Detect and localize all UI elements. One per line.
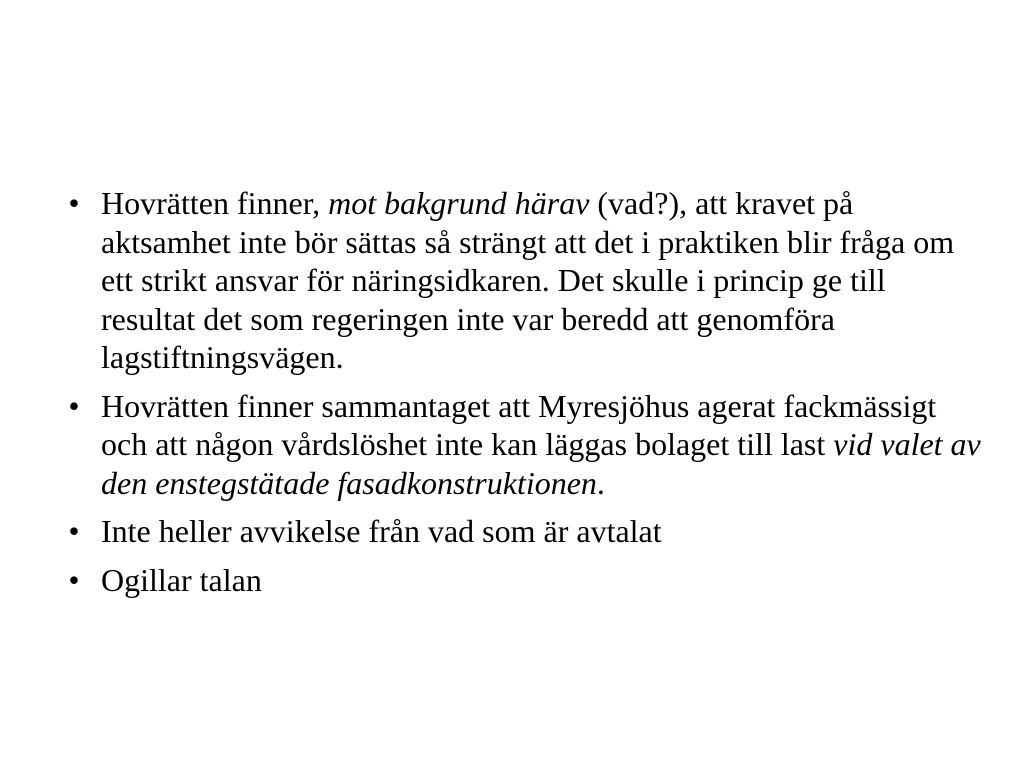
bullet-text-italic-segment: mot bakgrund härav [328,185,590,221]
bullet-text-segment: Hovrätten finner sammantaget att Myresjöhus agerat fackmässigt och att någon vårdslöshet inte kan läggas bolaget till last [101,387,937,462]
bullet-dot: • [68,185,80,221]
bullet-text-segment: (vad?), att kravet på aktsamhet inte bör sättas så strängt att det i praktiken blir fråga om ett strikt ansvar för näringsidkaren. Det skulle i princip ge till resultat det som regeringen inte var beredd att genomföra lagstiftningsvägen. [101,185,955,375]
bullet-text-segment: . [596,464,605,501]
bullet-dot: • [68,387,80,424]
bullet-text-segment: Hovrätten finner, [101,185,329,221]
bullet-text-segment: Ogillar talan [101,561,262,598]
bullet-item-1 [62,184,982,377]
bullet-item-3 [62,512,982,551]
bullet-text-italic-segment: vid valet av den enstegstätade fasadkonstruktionen [101,426,981,501]
bullet-dot: • [68,561,80,598]
bullet-item-4 [62,561,982,600]
bullet-item-2 [62,387,982,503]
bullet-list [62,184,982,609]
bullet-dot: • [68,513,80,549]
bullet-text-segment: Inte heller avvikelse från vad som är avtalat [101,513,662,549]
